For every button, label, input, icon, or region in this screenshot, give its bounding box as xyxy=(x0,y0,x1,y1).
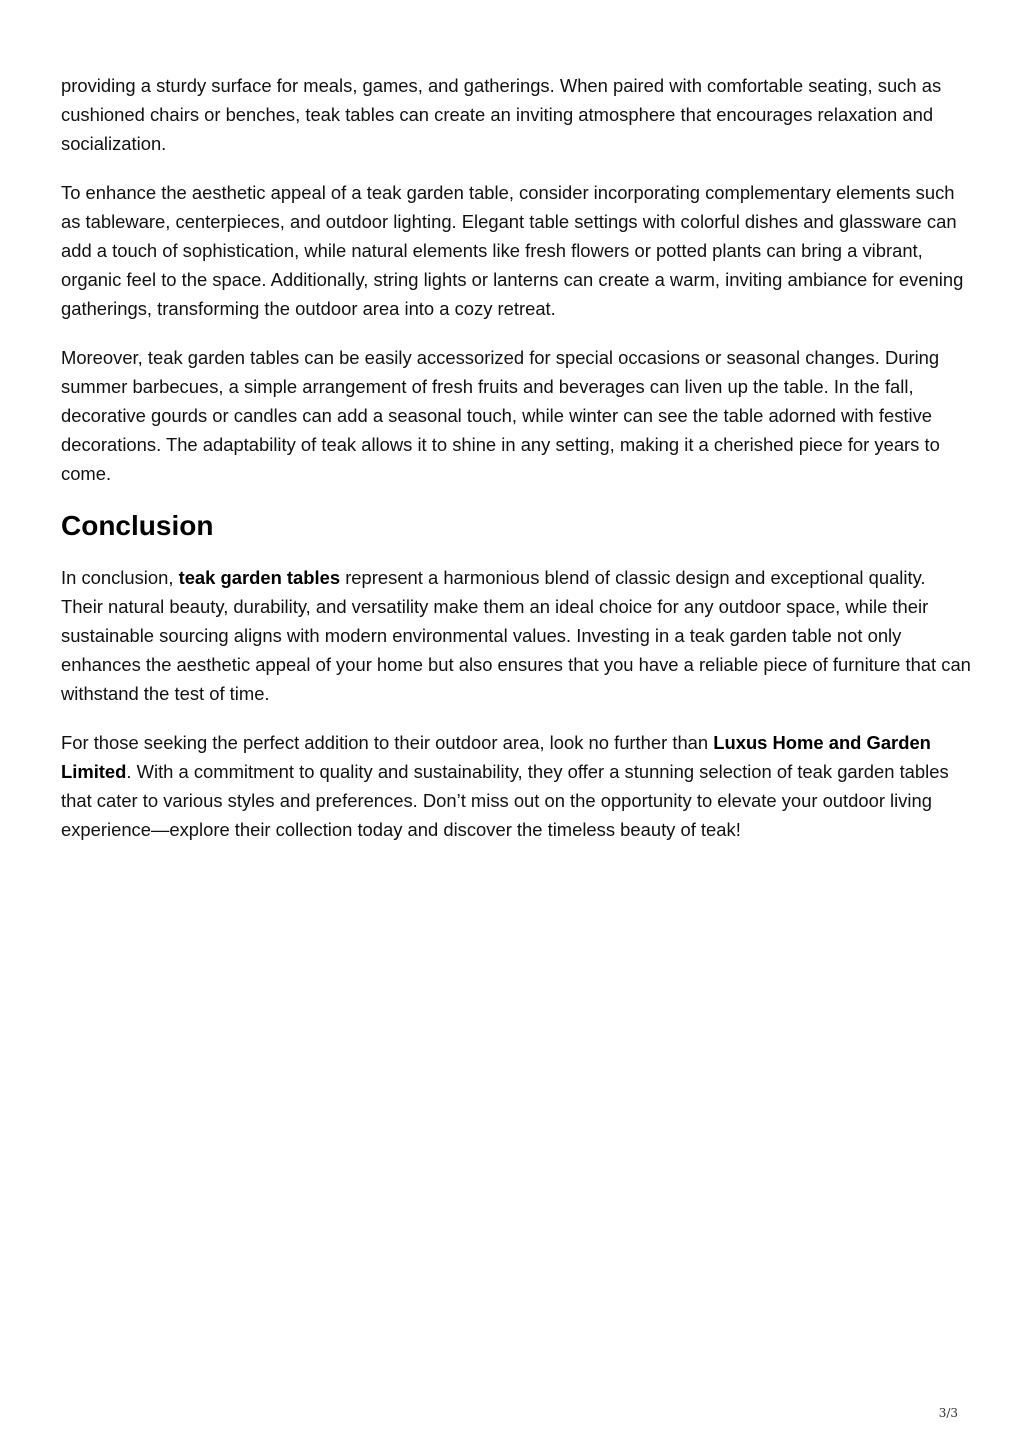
teak-garden-tables-highlight: teak garden tables xyxy=(178,566,341,588)
paragraph-conclusion-summary xyxy=(61,563,971,709)
conclusion-heading: Conclusion xyxy=(61,509,214,541)
company-name-highlight: Luxus Home and Garden Limited xyxy=(61,731,931,782)
conclusion-summary-body: represent a harmonious blend of classic design and exceptional quality. Their natural beauty, durability, and versatility make them an ideal choice for any outdoor space, while their sustainable sourcing aligns with modern environmental values. Investing in a teak garden table not only enhances the aesthetic appeal of your home but also ensures that you have a reliable piece of furniture that can withstand the test of time. xyxy=(61,566,971,705)
document-body xyxy=(61,71,971,863)
paragraph-call-to-action xyxy=(61,728,971,845)
paragraph-seasonal-accessories: Moreover, teak garden tables can be easily accessorized for special occasions or seasonal changes. During summer barbecues, a simple arrangement of fresh fruits and beverages can liven up the table. In the fall, decorative gourds or candles can add a seasonal touch, while winter can see the table adorned with festive decorations. The adaptability of teak allows it to shine in any setting, making it a cherished piece for years to come. xyxy=(61,346,940,485)
paragraph-aesthetic-appeal: To enhance the aesthetic appeal of a teak garden table, consider incorporating complementary elements such as tableware, centerpieces, and outdoor lighting. Elegant table settings with colorful dishes and glassware can add a touch of sophistication, while natural elements like fresh flowers or potted plants can bring a vibrant, organic feel to the space. Additionally, string lights or lanterns can create a warm, inviting ambiance for evening gatherings, transforming the outdoor area into a cozy retreat. xyxy=(61,181,964,320)
call-to-action-intro: For those seeking the perfect addition to their outdoor area, look no further than xyxy=(61,731,714,753)
conclusion-summary-intro: In conclusion, xyxy=(61,566,179,588)
paragraph-seating: providing a sturdy surface for meals, games, and gatherings. When paired with comfortable seating, such as cushioned chairs or benches, teak tables can create an inviting atmosphere that encourages relaxation and socialization. xyxy=(61,75,942,155)
call-to-action-body: . With a commitment to quality and sustainability, they offer a stunning selection of teak garden tables that cater to various styles and preferences. Don’t miss out on the opportunity to elevate your outdoor living experience—explore their collection today and discover the timeless beauty of teak! xyxy=(61,760,949,841)
page-number: 3/3 xyxy=(938,1406,958,1420)
